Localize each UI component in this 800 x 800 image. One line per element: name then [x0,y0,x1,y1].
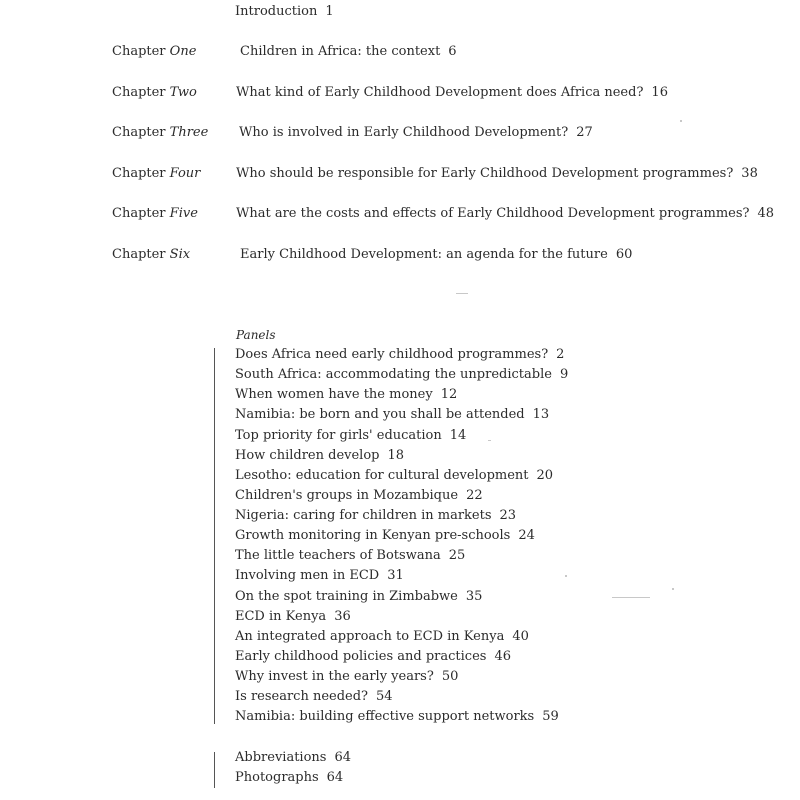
chapter-label: Chapter Six [112,247,191,262]
list-item: The little teachers of Botswana 25 [235,548,466,563]
chapter-title-two: What kind of Early Childhood Development does Africa need? 16 [236,85,668,100]
scan-speck [680,120,682,122]
chapter-title-three: Who is involved in Early Childhood Development? 27 [239,125,593,140]
chapter-label: Chapter Five [112,206,198,221]
list-item: ECD in Kenya 36 [235,609,351,624]
list-item: Lesotho: education for cultural development 20 [235,468,554,483]
list-item: South Africa: accommodating the unpredictable 9 [235,367,569,382]
list-item: Is research needed? 54 [235,689,393,704]
list-item: On the spot training in Zimbabwe 35 [235,589,483,604]
list-item: Does Africa need early childhood programmes? 2 [235,347,565,362]
list-item: Namibia: building effective support networks 59 [235,709,559,724]
list-item: Nigeria: caring for children in markets 23 [235,508,517,523]
introduction-title: Introduction [235,4,318,19]
chapter-label: Chapter Three [112,125,209,140]
introduction-page: 1 [325,4,334,19]
list-item: Involving men in ECD 31 [235,568,404,583]
scan-speck [672,588,674,590]
list-item: Namibia: be born and you shall be attended 13 [235,407,550,422]
list-item: Top priority for girls' education 14 [235,428,467,443]
list-item: How children develop 18 [235,448,405,463]
list-item: When women have the money 12 [235,387,458,402]
list-item: Early childhood policies and practices 46 [235,649,511,664]
scan-speck [488,440,491,441]
back-matter-rule [214,752,215,788]
list-item: Why invest in the early years? 50 [235,669,459,684]
list-item: Photographs 64 [235,770,344,785]
list-item: Growth monitoring in Kenyan pre-schools 24 [235,528,535,543]
scan-speck [456,293,468,294]
chapter-title-four: Who should be responsible for Early Childhood Development programmes? 38 [236,166,758,181]
scan-speck [565,575,567,577]
chapter-title-one: Children in Africa: the context 6 [240,44,457,59]
panels-heading: Panels [236,328,276,342]
scan-speck [612,597,650,598]
list-item: An integrated approach to ECD in Kenya 40 [235,629,529,644]
chapter-title-five: What are the costs and effects of Early Childhood Development programmes? 48 [236,206,775,221]
list-item: Abbreviations 64 [235,750,351,765]
chapter-title-six: Early Childhood Development: an agenda for the future 60 [240,247,633,262]
panels-rule [214,348,215,724]
chapter-label: Chapter One [112,44,197,59]
list-item: Children's groups in Mozambique 22 [235,488,483,503]
chapter-label: Chapter Two [112,85,197,100]
toc-introduction [235,4,334,19]
chapter-label: Chapter Four [112,166,201,181]
